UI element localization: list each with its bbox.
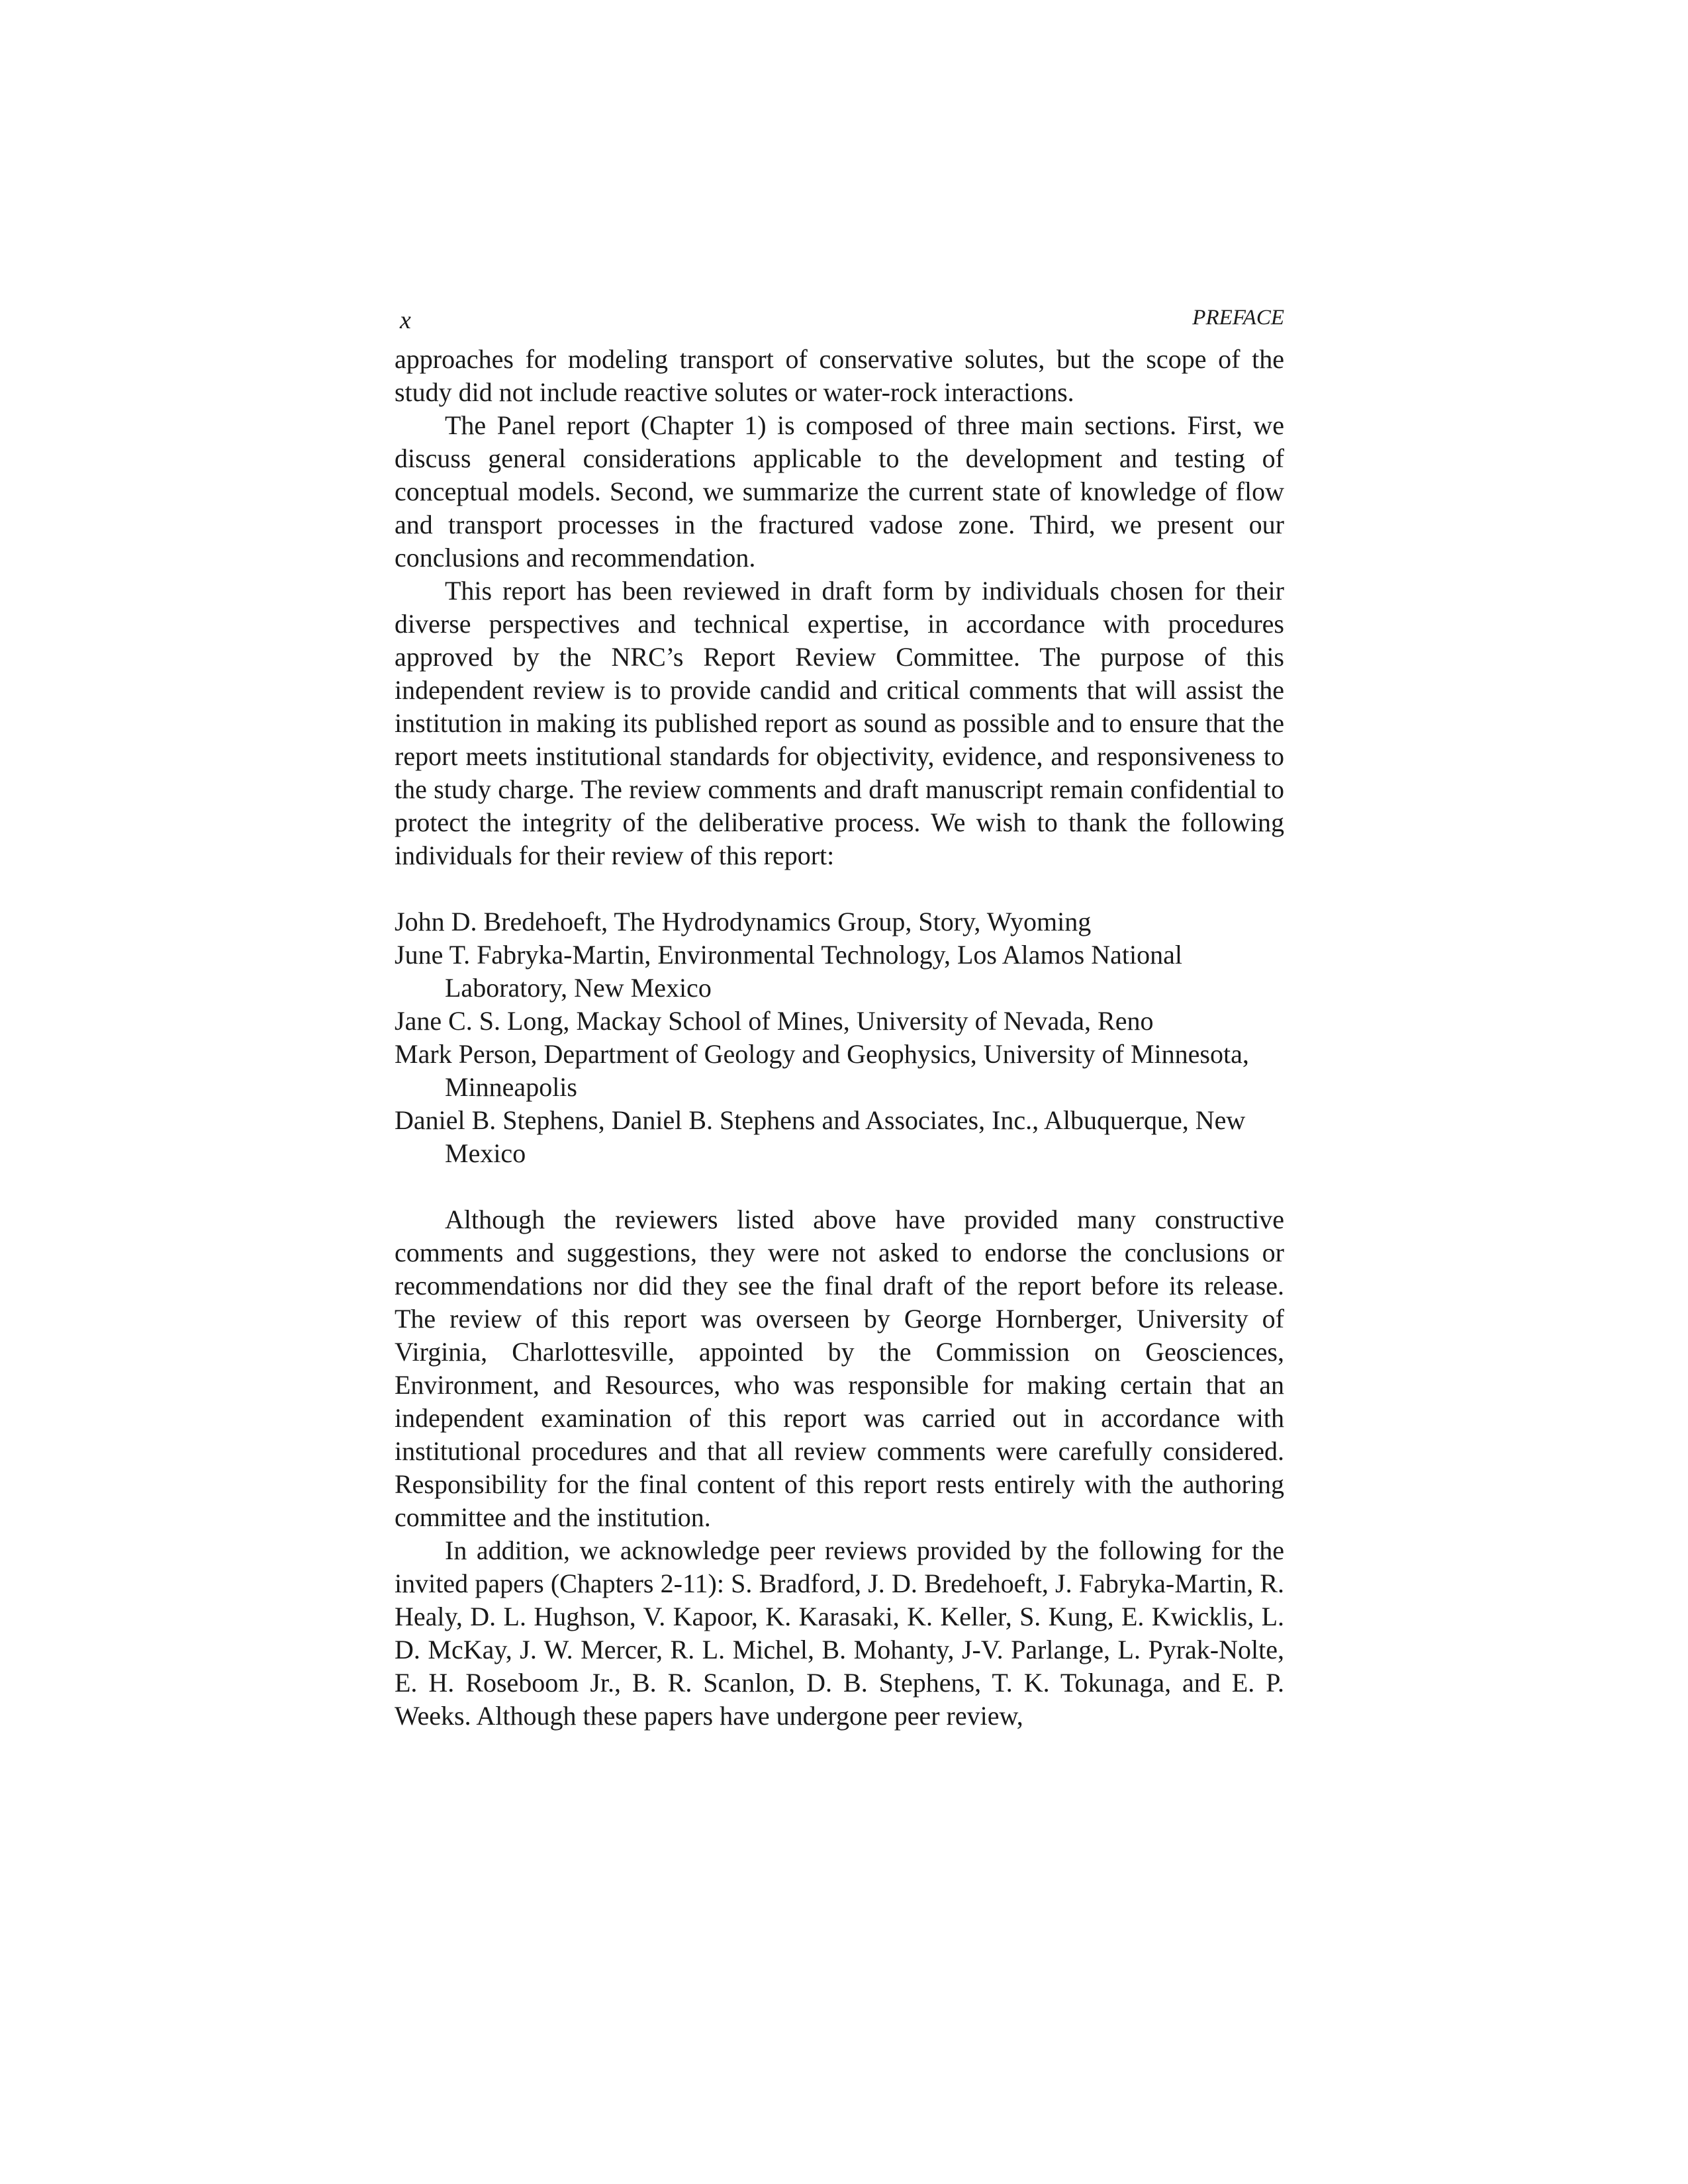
document-page — [395, 306, 1284, 1733]
reviewer-item: June T. Fabryka-Martin, Environmental Technology, Los Alamos National Laboratory, New Mexico — [395, 940, 1182, 1003]
reviewer-list — [395, 905, 1284, 1170]
reviewer-item: Jane C. S. Long, Mackay School of Mines, University of Nevada, Reno — [395, 1006, 1154, 1036]
section-title: PREFACE — [1192, 306, 1284, 330]
paragraph-panel-report: The Panel report (Chapter 1) is composed of three main sections. First, we discuss general considerations applicable to the development and testing of conceptual models. Second, we summarize the current state of knowledge of flow and transport processes in the fractured vadose zone. Third, we present our conclusions and recommendation. — [395, 410, 1284, 572]
paragraph-review-process: This report has been reviewed in draft form by individuals chosen for their diverse perspectives and technical expertise, in accordance with procedures approved by the NRC’s Report Review Committee. The purpose of this independent review is to provide candid and critical comments that will assist the institution in making its published report as sound as possible and to ensure that the report meets institutional standards for objectivity, evidence, and responsiveness to the study charge. The review comments and draft manuscript remain confidential to protect the integrity of the deliberative process. We wish to thank the following individuals for their review of this report: — [395, 576, 1284, 870]
paragraph-peer-reviews: In addition, we acknowledge peer reviews provided by the following for the invited papers (Chapters 2-11): S. Bradford, J. D. Bredehoeft, J. Fabryka-Martin, R. Healy, D. L. Hughson, V. Kapoor, K. Karasaki, K. Keller, S. Kung, E. Kwicklis, L. D. McKay, J. W. Mercer, R. L. Michel, B. Mohanty, J-V. Parlange, L. Pyrak-Nolte, E. H. Roseboom Jr., B. R. Scanlon, D. B. Stephens, T. K. Tokunaga, and E. P. Weeks. Although these papers have undergone peer review, — [395, 1535, 1284, 1731]
paragraph-continuation: approaches for modeling transport of conservative solutes, but the scope of the study did not include reactive solutes or water-rock interactions. — [395, 344, 1284, 407]
body-text — [395, 343, 1284, 1733]
paragraph-review-oversight: Although the reviewers listed above have provided many constructive comments and suggestions, they were not asked to endorse the conclusions or recommendations nor did they see the final draft of the report before its release. The review of this report was overseen by George Hornberger, University of Virginia, Charlottesville, appointed by the Commission on Geosciences, Environment, and Resources, who was responsible for making certain that an independent examination of this report was carried out in accordance with institutional procedures and that all review comments were carefully considered. Responsibility for the final content of this report rests entirely with the authoring committee and the institution. — [395, 1205, 1284, 1532]
reviewer-item: John D. Bredehoeft, The Hydrodynamics Group, Story, Wyoming — [395, 907, 1092, 936]
reviewer-item: Mark Person, Department of Geology and Geophysics, University of Minnesota, Minneapolis — [395, 1039, 1249, 1102]
reviewer-item: Daniel B. Stephens, Daniel B. Stephens and Associates, Inc., Albuquerque, New Mexico — [395, 1105, 1246, 1168]
running-head — [395, 306, 1284, 343]
page-number: x — [400, 306, 411, 334]
